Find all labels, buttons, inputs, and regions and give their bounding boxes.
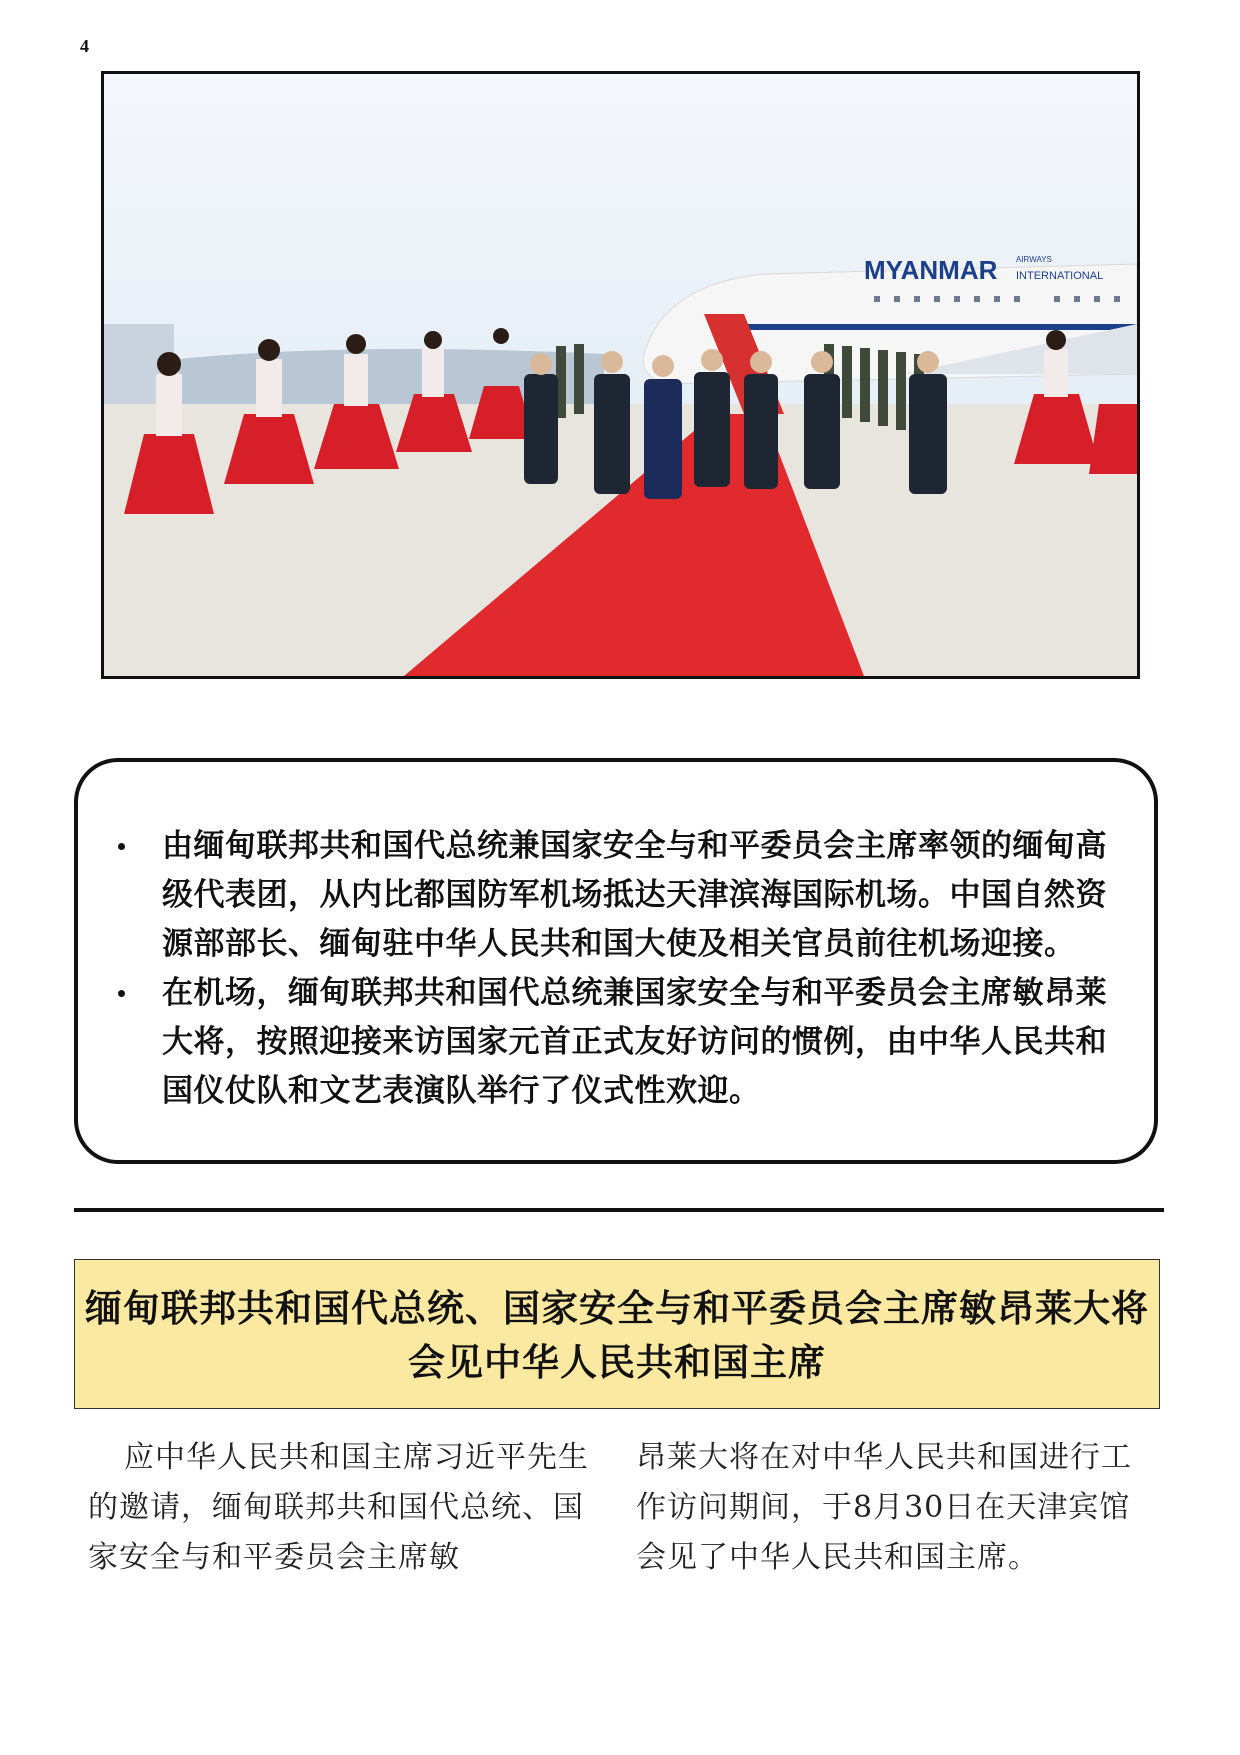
bullet-dot-icon — [118, 990, 125, 997]
headline-line: 缅甸联邦共和国代总统、国家安全与和平委员会主席敏昂莱大将 — [85, 1287, 1149, 1330]
headline-line: 会见中华人民共和国主席 — [408, 1341, 826, 1384]
article-body-text: 应中华人民共和国主席习近平先生的邀请，缅甸联邦共和国代总统、国家安全与和平委员会主席敏 — [88, 1440, 589, 1575]
summary-bullet — [100, 822, 1128, 969]
airplane-stripe — [744, 324, 1137, 330]
airport-welcome-photo — [104, 74, 1137, 676]
section-divider — [74, 1208, 1164, 1212]
airline-sub-top: AIRWAYS — [1016, 255, 1052, 264]
article-body-left — [88, 1433, 598, 1583]
bullet-dot-icon — [118, 843, 125, 850]
summary-bullet-text: 在机场，缅甸联邦共和国代总统兼国家安全与和平委员会主席敏昂莱大将，按照迎接来访国家元首正式友好访问的惯例，由中华人民共和国仪仗队和文艺表演队举行了仪式性欢迎。 — [162, 975, 1107, 1109]
summary-bullet-text: 由缅甸联邦共和国代总统兼国家安全与和平委员会主席率领的缅甸高级代表团，从内比都国防军机场抵达天津滨海国际机场。中国自然资源部部长、缅甸驻中华人民共和国大使及相关官员前往机场迎接。 — [162, 828, 1107, 962]
summary-box — [74, 758, 1158, 1164]
article-body-right: 昂莱大将在对中华人民共和国进行工作访问期间，于8月30日在天津宾馆会见了中华人民共和国主席。 — [636, 1440, 1132, 1575]
summary-bullet — [100, 969, 1128, 1116]
news-photo — [101, 71, 1140, 679]
airline-sub-bottom: INTERNATIONAL — [1016, 270, 1104, 282]
airline-brand: MYANMAR — [864, 255, 998, 285]
summary-list — [100, 822, 1128, 1116]
article-headline — [74, 1259, 1160, 1409]
page-number: 4 — [80, 36, 89, 56]
